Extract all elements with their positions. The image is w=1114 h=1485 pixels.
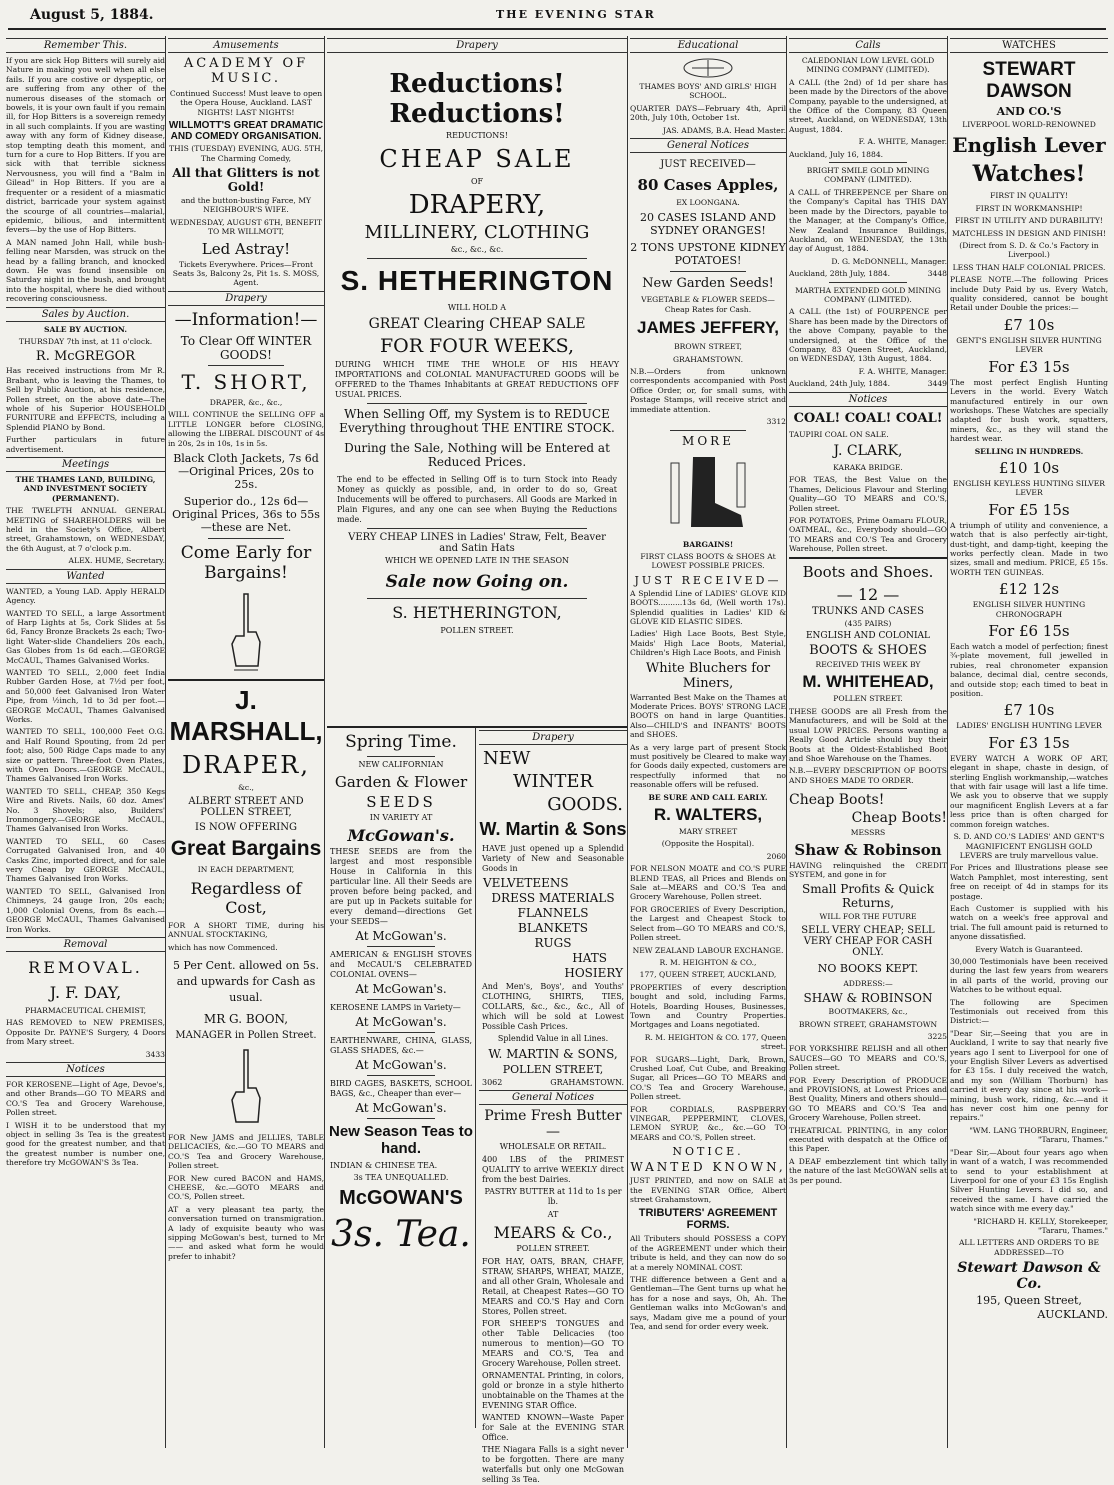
head-master: JAS. ADAMS, B.A. Head Master.	[662, 125, 786, 135]
marshall-name: J. MARSHALL,	[169, 684, 323, 746]
clear-line: To Clear Off WINTER GOODS!	[180, 333, 312, 362]
meeting-head: THE THAMES LAND, BUILDING, AND INVESTMENT SOCIETY (PERMANENT).	[15, 475, 156, 503]
masthead	[8, 4, 1106, 30]
loongana: EX LOONGANA.	[676, 198, 740, 208]
jackets-line: Black Cloth Jackets, 7s 6d—Original Prices, 20s to 25s.	[173, 451, 319, 491]
mcgowans-script: McGowan's.	[347, 826, 455, 845]
auction-text: Has received instructions from Mr R. Brabant, who is leaving the Thames, to Sell by Public Auction, at his residence, Pollen street, on the above date—The whole of his Superior HOUSEHOLD FURNITURE and EFFECTS, including a Splendid PIANO by Bond.	[6, 366, 165, 432]
section-amusements: Amusements	[168, 38, 324, 53]
section-auction: Sales by Auction.	[6, 307, 165, 322]
notice-ad: THEATRICAL PRINTING, in any color executed with despatch at the Office of this Paper.	[789, 1125, 947, 1154]
martha: MARTHA EXTENDED GOLD MINING COMPANY (LIMITED).	[795, 285, 941, 304]
at-mcgowan: At McGowan's.	[355, 1058, 447, 1072]
grahamstown: GRAHAMSTOWN.	[550, 1078, 624, 1087]
section-drapery: Drapery	[327, 38, 627, 53]
new-teas: New Season Teas to hand.	[329, 1123, 473, 1157]
at-mcgowan: At McGowan's.	[355, 982, 447, 996]
column-6	[950, 36, 1108, 1448]
boots-shoes: Boots and Shoes.	[802, 562, 934, 581]
price-1: £7 10s	[1003, 315, 1055, 334]
boon-name: MR G. BOON,	[203, 1011, 289, 1026]
garden-seeds: New Garden Seeds!	[642, 276, 774, 292]
walters-num: 2060	[766, 851, 786, 861]
auction-date: THURSDAY 7th inst, at 11 o'clock.	[18, 336, 153, 346]
will-hold: WILL HOLD A	[447, 303, 507, 312]
stewart-dawson: STEWART DAWSON	[982, 59, 1076, 102]
draper-title: DRAPER,	[181, 750, 310, 779]
difference: THE difference between a Gent and a Gentleman—The Gent turns up what he has for a nose and says, Oh, Ah. The Gentleman walks into McGowan's and says, Madam give me a pound of your Tea, and send for order every week.	[630, 1275, 786, 1332]
received-by: RECEIVED THIS WEEK BY	[815, 660, 921, 670]
mcgowans-name: McGOWAN'S	[339, 1187, 463, 1209]
english-lever: English Lever	[952, 133, 1106, 158]
address-label: ADDRESS:—	[843, 978, 893, 988]
pointing-hand-icon	[168, 1043, 324, 1133]
testimonials: 30,000 Testimonials have been received during the last few years from wearers in all parts of the world, proving our Watches to be without equal.	[950, 956, 1108, 995]
notice-ad: FOR HAY, OATS, BRAN, CHAFF, STRAW, SHARPS, WHEAT, MAIZE, and all other Grain, Wholesale and Retail, at Cheapest Rates—GO TO MEARS and CO.'S Hay and Corn Stores, Pollen street.	[482, 1257, 624, 1316]
liverpool: LIVERPOOL WORLD-RENOWNED	[962, 120, 1096, 129]
glove-kid: A Splendid Line of LADIES' GLOVE KID BOOTS..........13s 6d, (Well worth 17s). Splendid qualities in Ladies' KID & GLOVE KID ELASTIC SIDES.	[630, 588, 786, 626]
queen-street: 177, QUEEN STREET, AUCKLAND,	[639, 970, 777, 980]
hospital: (Opposite the Hospital).	[661, 839, 755, 849]
text-2: A triumph of utility and convenience, a watch that is also perfectly air-tight, dust-tight, and damp-tight, keeping the works perfectly clean. Made in two sizes, small and medium. PRICE, £5 15s. WORTH TEN GUINEAS.	[950, 520, 1108, 577]
seeds: SEEDS	[366, 793, 436, 811]
lower-block	[327, 726, 627, 1484]
reductions-headline: Reductions! Reductions!	[389, 69, 565, 129]
first-class: FIRST CLASS BOOTS & SHOES At LOWEST POSSIBLE PRICES.	[640, 551, 776, 571]
shaw-robinson-2: SHAW & ROBINSON	[803, 991, 933, 1006]
removal-sub: PHARMACEUTICAL CHEMIST,	[24, 1005, 147, 1015]
martin-num: 3062	[482, 1078, 503, 1087]
section-meetings: Meetings	[6, 457, 165, 472]
goods-text: THESE GOODS are all Fresh from the Manufacturers, and will be Sold at the usual LOW PRICES. Persons wanting a Really Good Article should buy their Boots at the Oldest-Established Boot and Shoe Warehouse on the Thames.	[789, 706, 947, 763]
price-4: £7 10s	[1003, 701, 1055, 720]
removal-num: 3433	[145, 1049, 165, 1059]
nb-num: 3312	[766, 417, 786, 427]
news-item: A MAN named John Hall, while bush-felling near Marsden, was struck on the head by a falling branch, and knocked down. He was found insensible on Saturday night in the bush, and brought into the hospital, where he died without recovering consciousness.	[6, 237, 165, 304]
and-co: AND CO.'S	[996, 105, 1062, 118]
white-sign-2: F. A. WHITE, Manager.	[858, 366, 947, 376]
hop-bitters-ad: If you are sick Hop Bitters will surely aid Nature in making you well when all else fails. If you are costive or dyspeptic, or are suffering from any other of the numerous diseases of the stomach or bowels, it is your own fault if you remain ill, for Hop Bitters is a sovereign remedy in all such complaints. If you are wasting away with any form of Kidney disease, stop tempting death this moment, and turn for a cure to Hop Bitters. If you are sick with that terrible sickness Nervousness, you will find a "Balm in Gilead" in Hop Bitters. If you are a frequenter or a resident of a miasmatic district, barricade your system against the scourge of all countries—malarial, epidemic, bilious, and intermittent fevers—by the use of Hop Bitters.	[6, 56, 165, 235]
auckland: AUCKLAND.	[1037, 1308, 1108, 1322]
karaka: KARAKA BRIDGE.	[833, 463, 903, 472]
first-quality: FIRST IN QUALITY!	[990, 191, 1068, 201]
caledonian: CALEDONIAN LOW LEVEL GOLD MINING COMPANY (LIMITED).	[801, 56, 935, 75]
cheap-boots: Cheap Boots!	[789, 792, 885, 809]
notice-ad: THE Niagara Falls is a sight never to be forgotten. There are many waterfalls but only one McGowan selling 3s Tea.	[482, 1445, 624, 1484]
section-wanted: Wanted	[6, 569, 165, 584]
martha-text: A CALL (the 1st) of FOURPENCE per Share has been made by the Directors of the above Company, payable to the undersigned, at the Office of the Company, 83 Queen Street, Auckland, on WEDNESDAY, 13th August, 1884.	[789, 307, 947, 364]
winter-word: WINTER	[512, 771, 594, 792]
evening-line: THIS (TUESDAY) EVENING, AUG. 5TH, The Charming Comedy,	[168, 144, 324, 163]
kerosene: KEROSENE LAMPS in Variety—	[330, 1003, 461, 1012]
bootmakers: BOOTMAKERS, &c.,	[828, 1007, 908, 1017]
twelve: — 12 —	[836, 584, 900, 604]
notice-ad: ORNAMENTAL Printing, in colors, gold or bronze in a style hitherto unobtainable on the Thames at the EVENING STAR Office.	[482, 1371, 624, 1410]
first-workmanship: FIRST IN WORKMANSHIP!	[975, 203, 1083, 213]
notice-ad: FOR SUGARS—Light, Dark, Brown, Crushed Loaf, Cut Cube, and Breaking Sugar, all Prices—GO TO MEARS and CO.'S Tea and Grocery Warehouse, Pollen street.	[630, 1054, 786, 1102]
notice-ad: I WISH it to be understood that my object in selling 3s Tea is the greatest good for the greatest number, and that the greatest number is number one, therefore try McGOWAN'S 3s Tea.	[6, 1120, 165, 1168]
text-1: The most perfect English Hunting Levers in the world. Every Watch manufactured entirely in our own workshops. These Watches are specially adapted for bush work, squatters, miners, &c., as they will stand the hardest wear.	[950, 377, 1108, 444]
removal-text: HAS REMOVED to NEW PREMISES, Opposite Dr. PAYNE'S Surgery, 4 Doors from Mary street.	[6, 1018, 165, 1047]
section-watches: WATCHES	[950, 38, 1108, 53]
price-3: £12 12s	[998, 580, 1060, 599]
for-3: For £6 15s	[988, 622, 1070, 640]
cheap-sale: CHEAP SALE	[379, 145, 575, 173]
notice-head: NOTICE.	[672, 1145, 744, 1159]
notice-ad: FOR New JAMS and JELLIES, TABLE DELICACIES, &c.—GO TO MEARS and CO.'S Tea and Grocery Warehouse, Pollen street.	[168, 1132, 324, 1171]
play-title-2: Led Astray!	[201, 239, 291, 258]
following: The following are Specimen Testimonials out received from this District:—	[950, 997, 1108, 1026]
wednesday-line: WEDNESDAY, AUGUST 6TH, BENEFIT TO MR WILLMOTT,	[170, 217, 322, 237]
shaw-robinson: Shaw & Robinson	[794, 840, 942, 859]
splendid: Splendid Value in all Lines.	[497, 1034, 609, 1043]
reductions-small: REDUCTIONS!	[446, 131, 508, 140]
section-general-notices: General Notices	[630, 138, 786, 153]
andc-line: &c., &c., &c.	[450, 245, 504, 254]
each-customer: Each Customer is supplied with his watch on a week's free approval and trial. The full amount paid is returned to anyone dissatisfied.	[950, 903, 1108, 942]
at: AT	[547, 1210, 559, 1219]
sig-2: "RICHARD H. KELLY, Storekeeper, "Tararu, Thames."	[973, 1216, 1108, 1235]
section-remember: Remember This.	[6, 38, 165, 53]
price-2: £10 10s	[998, 458, 1060, 477]
pairs: (435 PAIRS)	[844, 618, 892, 628]
notice-ad: FOR KEROSENE—Light of Age, Devoe's, and other Brands—GO TO MEARS and CO.'S Tea and Grocery Warehouse, Pollen street.	[6, 1079, 165, 1118]
at-mcgowan: At McGowan's.	[355, 1101, 447, 1115]
desc-2: ENGLISH KEYLESS HUNTING SILVER LEVER	[953, 478, 1105, 498]
caledonian-text: A CALL (the 2nd) of 1d per share has been made by the Directors of the above Company, payable to the undersigned, at the Office of the Company, 83 Queen street, Auckland, on WEDNESDAY, 13th August, 1884.	[789, 77, 947, 134]
of-line: OF	[470, 177, 484, 186]
guaranteed: Every Watch is Guaranteed.	[975, 944, 1083, 954]
regardless: Regardless of Cost,	[190, 878, 302, 917]
goods-word: GOODS.	[547, 794, 623, 815]
garden-flower: Garden & Flower	[334, 773, 468, 791]
commenced: which has now Commenced.	[168, 942, 278, 952]
have-opened: HAVE just opened up a Splendid Variety of New and Seasonable Goods in	[482, 844, 624, 873]
whitehead-name: M. WHITEHEAD,	[802, 672, 934, 692]
blankets: BLANKETS	[518, 921, 588, 935]
notice-ad: WANTED KNOWN—Waste Paper for Sale at the EVENING STAR Office.	[482, 1413, 624, 1442]
seeds-text: THESE SEEDS are from the largest and most responsible House in California in this particular line. All their Seeds are proven before being packed, and are put up in Packets suitable for every demand—directions Get your SEEDS—	[330, 847, 472, 926]
column-1	[6, 36, 166, 1448]
opened-text: WHICH WE OPENED LATE IN THE SEASON	[384, 556, 570, 565]
be-sure: BE SURE AND CALL EARLY.	[648, 792, 768, 802]
wanted-ad: WANTED, a Young LAD. Apply HERALD Agency.	[6, 586, 165, 606]
column-5	[789, 36, 948, 1448]
vegetable: VEGETABLE & FLOWER SEEDS—Cheap Rates for Cash.	[641, 295, 775, 314]
letter-2: "Dear Sir,—About four years ago when in want of a watch, I was recommended to send to your establishment at Liverpool for one of your £3 15s English Silver Hunting Levers. I did so, and received the same. I have carried the watch since with me every day."	[950, 1147, 1108, 1214]
farce-line: and the button-busting Farce, MY NEIGHBOUR'S WIFE.	[181, 196, 311, 215]
drapery-title: DRAPERY,	[408, 190, 546, 220]
brown-street: BROWN STREET,	[674, 342, 742, 352]
auck-date: Auckland, 28th July, 1884.	[789, 269, 890, 279]
offering-line: IS NOW OFFERING	[195, 822, 297, 834]
heighton-sign: R. M. HEIGHTON & CO. 177, Queen street.	[644, 1032, 786, 1052]
white-sign: F. A. WHITE, Manager.	[858, 137, 947, 147]
bird-cages: BIRD CAGES, BASKETS, SCHOOL BAGS, &c., Cheaper than ever—	[330, 1079, 472, 1098]
nb-text: N.B.—EVERY DESCRIPTION OF BOOTS AND SHOES MADE TO ORDER.	[789, 766, 947, 785]
wanted-ad: WANTED TO SELL, CHEAP, 350 Kegs Wire and Rivets. Nails, 60 doz. Ames' No. 3 Shovels; also, Builders' Ironmongery.—GEORGE McCAUL, Thames Galvanised Iron Works.	[6, 786, 165, 834]
unequalled: 3s TEA UNEQUALLED.	[353, 1173, 449, 1182]
hosiery: HOSIERY	[564, 966, 623, 980]
pollen-street: POLLEN STREET.	[440, 626, 514, 635]
meeting-text: THE TWELFTH ANNUAL GENERAL MEETING of SHAREHOLDERS will be held in the Society's Office, Albert street, Grahamstown, on WEDNESDAY, the 6th August, at 7 o'clock p.m.	[6, 506, 165, 553]
each-dept: IN EACH DEPARTMENT,	[197, 865, 295, 875]
great-clearing: GREAT Clearing CHEAP SALE	[368, 316, 586, 332]
potatoes: 2 TONS UPSTONE KIDNEY POTATOES!	[630, 241, 786, 268]
during-text: DURING WHICH TIME THE WHOLE OF HIS HEAVY IMPORTATIONS and COLONIAL MANUFACTURED GOODS will be OFFERED to the Thames Inhabitants at GREAT REDUCTIONS OFF USUAL PRICES.	[335, 360, 619, 399]
for-4: For £3 15s	[988, 733, 1070, 752]
illustrations: For Prices and Illustrations please see Watch Pamphlet, most interesting, sent free on receipt of 4d in stamps for its postage.	[950, 863, 1108, 901]
less-price: LESS THAN HALF COLONIAL PRICES.	[952, 262, 1106, 272]
high-boots: Ladies' High Lace Boots, Best Style, Maids' High Lace Boots, Material, Children's High Lace Boots, and Finish	[630, 629, 786, 658]
for-1: For £3 15s	[988, 357, 1070, 376]
great-bargains: Great Bargains	[170, 837, 322, 861]
martin-sign: W. MARTIN & SONS,	[488, 1047, 618, 1061]
earthenware: EARTHENWARE, CHINA, GLASS, GLASS SHADES, &c.—	[330, 1036, 472, 1055]
flannels: FLANNELS	[517, 906, 589, 920]
californian: NEW CALIFORNIAN	[358, 760, 444, 769]
section-drapery: Drapery	[168, 291, 324, 306]
all-letters: ALL LETTERS AND ORDERS TO BE ADDRESSED—TO	[958, 1238, 1100, 1257]
notice-ad: FOR Every Description of PRODUCE and PROVISIONS, at Lowest Prices and Best Quality, Miners and others should—GO TO MEARS and CO.'S Tea and Grocery Warehouse, Pollen street.	[789, 1075, 947, 1123]
manager-line: MANAGER in Pollen Street.	[175, 1029, 317, 1041]
pollen-street: POLLEN STREET.	[833, 694, 903, 704]
first-utility: FIRST IN UTILITY AND DURABILITY!	[955, 216, 1103, 226]
sd-gold: S. D. AND CO.'S LADIES' AND GENT'S MAGNIFICENT ENGLISH GOLD LEVERS are truly marvellous value.	[953, 832, 1105, 860]
section-notices: Notices	[6, 1062, 165, 1077]
desc-1: GENT'S ENGLISH SILVER HUNTING LEVER	[956, 335, 1102, 355]
more-word: MORE	[682, 433, 734, 448]
section-notices: Notices	[789, 392, 947, 407]
desc-3: ENGLISH SILVER HUNTING CHRONOGRAPH	[972, 600, 1086, 619]
no-books: NO BOOKS KEPT.	[817, 961, 919, 975]
notice-ad: FOR New cured BACON and HAMS, CHEESE, &c.—GOTO MEARS and CO.'S, Pollen street.	[168, 1173, 324, 1202]
auck-date: Auckland, 24th July, 1884.	[789, 379, 890, 389]
section-notices: General Notices	[479, 1090, 627, 1105]
spring-time: Spring Time.	[345, 732, 457, 752]
pollen2: POLLEN STREET,	[502, 1063, 604, 1076]
clark-name: J. CLARK,	[833, 443, 903, 459]
cheap-boots-2: Cheap Boots!	[851, 810, 947, 827]
short-sub: DRAPER, &c., &c.,	[209, 397, 283, 407]
rugs: RUGS	[534, 936, 572, 950]
short-text: WILL CONTINUE the SELLING OFF a LITTLE LONGER before CLOSING, allowing the LIBERAL DISCOUNT of 4s in 20s, 2s in 10s, 1s in 5s.	[168, 410, 324, 448]
will-future: WILL FOR THE FUTURE	[819, 912, 917, 922]
wanted-ad: WANTED TO SELL, Galvanised Iron Chimneys, 24 gauge Iron, 20s each; 1,000 Colonial Ovens, from 8s each.—GEORGE McCAUL, Thames Galvanised Iron Works.	[6, 886, 165, 934]
regular: As a very large part of present Stock must positively be Cleared to make way for Goods daily expected, customers are respectfully informed that no reasonable offers will be refused.	[630, 742, 786, 790]
marshall-address: ALBERT STREET AND POLLEN STREET,	[188, 796, 304, 819]
four-weeks: FOR FOUR WEEKS,	[379, 335, 575, 357]
pastry: PASTRY BUTTER at 11d to 1s per lb.	[484, 1187, 622, 1206]
taupiri: TAUPIRI COAL ON SALE.	[789, 429, 889, 439]
meeting-sign: ALEX. HUME, Secretary.	[68, 556, 165, 566]
notice-ad: FOR YORKSHIRE RELISH and all other SAUCES—GO TO MEARS and CO.'S, Pollen street.	[789, 1044, 947, 1073]
auction-head: SALE BY AUCTION.	[44, 324, 127, 334]
wanted-ad: WANTED TO SELL, a large Assortment of Harp Lights at 5s, Cork Slides at 5s 6d, Fancy Bronze Brackets 2s each; Two-light Water-slide Chandeliers 20s each, Gas Globes from 1s 6d each.—GEORGE McCAUL, Thames Galvanised Works.	[6, 608, 165, 665]
boots-shoes-2: BOOTS & SHOES	[809, 643, 927, 659]
notice-ad: FOR NELSON MOATE and CO.'S PURE BLEND TEAS, all Prices and Blends on Sale at—MEARS and CO.'S Tea and Grocery Warehouse, Pollen street.	[630, 864, 786, 902]
jeffery-name: JAMES JEFFERY,	[636, 318, 780, 338]
mary-street: MARY STREET	[678, 827, 738, 837]
indian-tea: INDIAN & CHINESE TEA.	[330, 1161, 438, 1170]
sell-cheap: SELL VERY CHEAP; SELL VERY CHEAP FOR CASH ONLY.	[801, 924, 935, 958]
martin-name: W. Martin & Sons	[479, 819, 627, 839]
auck-num: 3449	[927, 379, 947, 389]
mcdonnell: D. G. McDONNELL, Manager.	[831, 256, 947, 266]
mears-name: MEARS & Co.,	[493, 1223, 613, 1242]
sale-now: Sale now Going on.	[385, 572, 569, 592]
matchless: MATCHLESS IN DESIGN AND FINISH!	[951, 228, 1107, 238]
wholesale: WHOLESALE OR RETAIL.	[499, 1142, 607, 1151]
trunks: TRUNKS AND CASES	[812, 605, 924, 617]
tributers-text: All Tributers should POSSESS a COPY of the AGREEMENT under which their tribute is held, and they can now do so at a merely NOMINAL COST.	[630, 1234, 786, 1272]
notice-ad: FOR SHEEP'S TONGUES and other Table Delicacies (too numerous to mention)—GO TO MEARS and CO.'S, Tea and Grocery Warehouse, Pollen street.	[482, 1319, 624, 1368]
variety: IN VARIETY AT	[369, 813, 433, 822]
auck-date: Auckland, July 16, 1884.	[789, 149, 884, 159]
section-educational: Educational	[630, 38, 786, 53]
lbs: 400 LBS of the PRIMEST QUALITY to arrive WEEKLY direct from the best Dairies.	[482, 1155, 624, 1184]
stoves: AMERICAN & ENGLISH STOVES and McCAUL'S CELEBRATED COLONIAL OVENS—	[330, 950, 472, 979]
for-2: For £5 15s	[988, 500, 1070, 519]
section-drapery: Drapery	[479, 730, 627, 745]
millinery-title: MILLINERY, CLOTHING	[364, 222, 590, 243]
issue-date: August 5, 1884.	[30, 7, 154, 23]
school-crest-icon	[630, 56, 786, 82]
column-4	[630, 36, 787, 1448]
pollen3: POLLEN STREET.	[516, 1244, 590, 1253]
clothing: And Men's, Boys', and Youths' CLOTHING, SHIRTS, TIES, COLLARS, &c., &c., &c., All of which will be sold at Lowest Possible Cash Prices.	[482, 982, 624, 1031]
please-note: PLEASE NOTE.—The following Prices include Duty Paid by us. Every Watch, quality considered, cannot be bought Retail under Double the prices:—	[950, 275, 1108, 313]
auction-note: Further particulars in future advertisement.	[6, 435, 165, 454]
properties: PROPERTIES of every description bought and sold, including Farms, Hotels, Boarding Houses, Businesses, Town and Country Properties. Mortgages and Loans negotiated.	[630, 982, 786, 1030]
play-title: All that Glitters is not Gold!	[172, 166, 320, 195]
just-received: JUST RECEIVED—	[660, 159, 756, 171]
bright-smile: BRIGHT SMILE GOLD MINING COMPANY (LIMITED).	[806, 166, 930, 185]
hats: HATS	[572, 951, 607, 965]
selling-hundreds: SELLING IN HUNDREDS.	[974, 446, 1084, 456]
tributers: TRIBUTERS' AGREEMENT FORMS.	[638, 1207, 778, 1232]
short-name: T. SHORT,	[181, 369, 311, 394]
letter-1: "Dear Sir,—Seeing that you are in Auckland, I write to say that nearly five years ago I sent to Liverpool for one of your English Silver Levers as advertised for £3 15s. I duly received the watch, and my son (William Thorburn) has carried it every day since at his work—mining, bush work, riding, &c.—and it has never cost him one penny for repairs."	[950, 1028, 1108, 1123]
nb-text: N.B.—Orders from unknown correspondents accompanied with Post Office Order, or, for small sums, with Postage Stamps, will receive strict and immediate attention.	[630, 367, 786, 414]
notice-ad: FOR POTATOES, Prime Oamaru FLOUR, OATMEAL, &c., Everybody should—GO TO MEARS and CO.'S Tea and Grocery Warehouse, Pollen street.	[789, 516, 947, 554]
bluchers: White Bluchers for Miners,	[645, 660, 771, 691]
sig-1: "WM. LANG THORBURN, Engineer, "Tararu, Thames."	[969, 1125, 1108, 1145]
shaw-num: 3225	[927, 1031, 947, 1041]
removal-name: J. F. DAY,	[49, 982, 122, 1002]
desc-4: LADIES' ENGLISH HUNTING LEVER	[956, 721, 1102, 731]
having: HAVING relinquished the CREDIT SYSTEM, and gone in for	[789, 860, 947, 879]
bright-text: A CALL of THREEPENCE per Share on the Company's Capital has THIS DAY been made by the Directors, payable to the Manager, at the Company's Office, New Zealand Insurance Buildings, Auckland, on WEDNESDAY, the 13th day of August, 1884.	[789, 187, 947, 254]
three-shilling-tea: 3s. Tea.	[331, 1214, 471, 1255]
wanted-known: WANTED KNOWN,	[630, 1160, 786, 1175]
willmott-title: WILLMOTT'S GREAT DRAMATIC AND COMEDY ORGANISATION.	[168, 120, 324, 143]
oranges: 20 CASES ISLAND AND SYDNEY ORANGES!	[640, 211, 776, 238]
text-4: EVERY WATCH A WORK OF ART, elegant in shape, chaste in design, of sterling English workmanship,—watches that with fair usage will last a life time. We ask you to observe that we supply our magnificent English Levers at a far less price than is often charged for common foreign watches.	[950, 753, 1108, 829]
percent-line: 5 Per Cent. allowed on 5s. and upwards for Cash as usual.	[172, 958, 320, 1004]
walters-name: R. WALTERS,	[653, 805, 763, 825]
printed: JUST PRINTED, and now on SALE at the EVENING STAR Office, Albert street Grahamstown,	[630, 1176, 786, 1205]
notice-ad: FOR CORDIALS, RASPBERRY VINEGAR, PEPPERMINT, CLOVES, LEMON SYRUP, &c., &c.—GO TO MEARS and CO.'S, Pollen street.	[630, 1104, 786, 1142]
lines-text: VERY CHEAP LINES in Ladies' Straw, Felt, Beaver and Satin Hats	[348, 532, 606, 554]
grahamstown: GRAHAMSTOWN.	[672, 354, 744, 364]
at-mcgowan: At McGowan's.	[355, 1015, 447, 1029]
school-name: THAMES BOYS' AND GIRLS' HIGH SCHOOL.	[639, 82, 777, 101]
english-colonial: ENGLISH AND COLONIAL	[805, 631, 931, 642]
column-3	[327, 36, 628, 1484]
notice-ad: AT a very pleasant tea party, the conversation turned on transmigration. A lady of exquisite beauty who was sipping McGowan's best, turned to Mr —— and asked what form he would prefer to inhabit?	[168, 1204, 324, 1261]
system-text: When Selling Off, my System is to REDUCE Everything throughout THE ENTIRE STOCK.	[339, 407, 615, 435]
warranted: Warranted Best Make on the Thames at Moderate Prices. BOYS' STRONG LACE BOOTS on hand in large Quantities. Also—CHILD'S and INFANTS' BOOTS and SHOES.	[630, 692, 786, 740]
wanted-ad: WANTED TO SELL, 60 Cases Corrugated Galvanised Iron, and 40 Casks Zinc, imported direct, and for sale very Cheap by GEORGE McCAUL, Thames Galvanised Iron Works.	[6, 836, 165, 884]
section-calls: Calls	[789, 38, 947, 53]
quarter-days: QUARTER DAYS—February 4th, April 20th, July 10th, October 1st.	[630, 103, 786, 123]
heighton: R. M. HEIGHTON & CO.,	[659, 957, 757, 967]
direct: (Direct from S. D. & Co.'s Factory in Liverpool.)	[959, 241, 1099, 260]
notice-ad: FOR GROCERIES of Every Description, the Largest and Cheapest Stock to Select from—GO TO MEARS and CO.'S, Pollen street.	[630, 904, 786, 943]
watches-title: Watches!	[972, 161, 1086, 188]
queen-street: 195, Queen Street,	[976, 1294, 1082, 1308]
sd-signature: Stewart Dawson & Co.	[957, 1260, 1101, 1293]
notice-ad: A DEAF embezzlement tint which tally the nature of the last McGOWAN sells at 3s per pound.	[789, 1156, 947, 1185]
andc: &c.,	[238, 782, 254, 792]
butter: Prime Fresh Butter—	[484, 1108, 622, 1140]
martin-block	[479, 728, 627, 1484]
at-mcgowan: At McGowan's.	[355, 929, 447, 943]
exchange: NEW ZEALAND LABOUR EXCHANGE.	[632, 945, 784, 955]
paper-title: THE EVENING STAR	[496, 8, 656, 21]
auctioneer: R. McGREGOR	[35, 349, 136, 365]
end-text: The end to be effected in Selling Off is to turn Stock into Ready Money as quickly as possible, and, in order to do so, Great Inducements will be offered to purchasers. All Goods are Marked in Plain Figures, and any one can see when Buying the Reductions made.	[337, 475, 617, 524]
hetherington-name: S. HETHERINGTON	[340, 265, 614, 296]
just-received-2: JUST RECEIVED—	[634, 573, 782, 587]
section-removal: Removal	[6, 937, 165, 952]
superior-line: Superior do., 12s 6d—Original Prices, 36s to 55s—these are Net.	[172, 494, 320, 534]
coal: COAL! COAL! COAL!	[793, 410, 943, 426]
velveteens: VELVETEENS	[483, 876, 569, 890]
removal-head: REMOVAL.	[28, 957, 143, 977]
boot-icon	[630, 450, 786, 540]
notice-ad: FOR TEAS, the Best Value on the Thames, Delicious Flavour and Sterling Quality—GO TO MEARS and CO.'S, Pollen street.	[789, 475, 947, 513]
wanted-ad: WANTED TO SELL, 100,000 Feet O.G. and Half Round Spouting, from 2d per foot; also, 500 Ridge Caps made to any size or pattern. Three-foot Oven Plates, with Oven Doors.—GEORGE McCAUL, Thames Galvanised Iron Works.	[6, 727, 165, 784]
column-2	[168, 36, 325, 1448]
short-time: FOR A SHORT TIME, during his ANNUAL STOCKTAKING,	[168, 920, 324, 940]
hetherington-sign: S. HETHERINGTON,	[392, 603, 562, 622]
academy-sub: Continued Success! Must leave to open the Opera House, Auckland. LAST NIGHTS! LAST NIGHTS!	[169, 89, 323, 117]
apples: 80 Cases Apples,	[637, 176, 779, 195]
prices-line: Tickets Everywhere. Prices—Front Seats 3s, Balcony 2s, Pit 1s. S. MOSS, Agent.	[172, 259, 320, 288]
pointing-hand-icon	[168, 587, 324, 677]
dress: DRESS MATERIALS	[491, 891, 615, 905]
academy-title: ACADEMY OF MUSIC.	[183, 56, 309, 86]
mcgowan-block	[327, 728, 476, 1428]
small-profits: Small Profits & Quick Returns,	[802, 882, 934, 911]
come-early: Come Early for Bargains!	[180, 542, 312, 583]
auck-num: 3448	[927, 269, 947, 279]
information-title: —Information!—	[174, 309, 318, 330]
brown-street: BROWN STREET, GRAHAMSTOWN	[798, 1019, 938, 1029]
wanted-ad: WANTED TO SELL, 2,000 feet India Rubber Garden Hose, at 7½d per foot, and 50,000 feet Galvanised Iron Water Pipe, from ½inch, 1d to 3d per foot.—GEORGE McCAUL, Thames Galvanised Works.	[6, 667, 165, 724]
bargains-label: BARGAINS!	[682, 539, 734, 549]
text-3: Each watch a model of perfection; finest ¾-plate movement, full jewelled in rubies, real chronometer expansion balance, decimal dial, centre seconds, and outside stop; each timed to beat in position.	[950, 642, 1108, 699]
new-word: NEW	[483, 748, 531, 769]
messrs: MESSRS	[850, 828, 886, 838]
nothing-text: During the Sale, Nothing will be Entered at Reduced Prices.	[344, 441, 610, 469]
